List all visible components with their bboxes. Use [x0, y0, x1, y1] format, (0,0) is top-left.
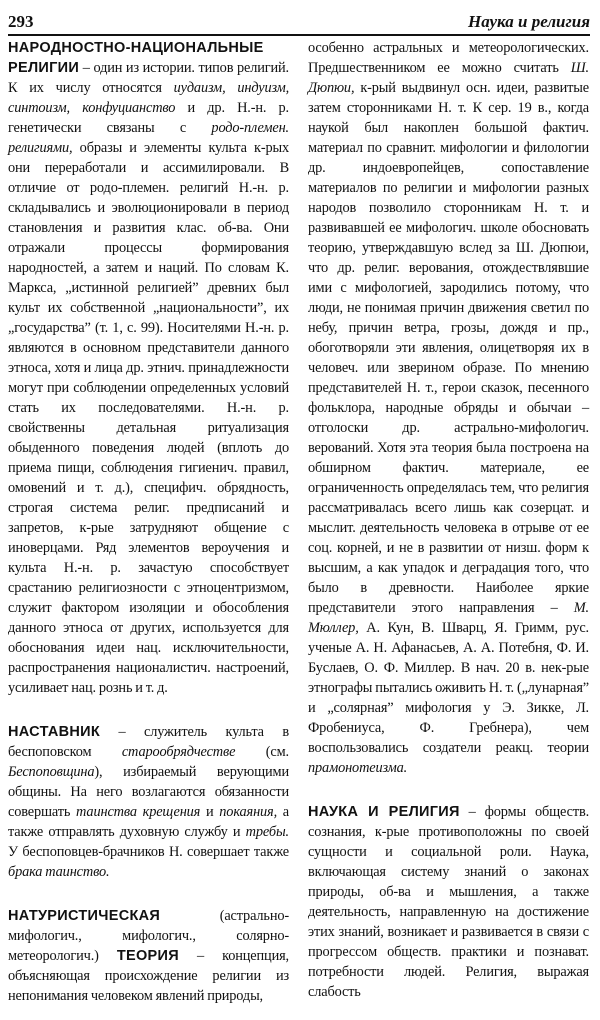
- headword: ТЕОРИЯ: [116, 948, 179, 964]
- page-header: [8, 12, 590, 36]
- entry-text: (астрально-мифологич., мифологич., солярно-метеорологич.): [8, 908, 289, 964]
- cross-reference: старообрядчестве: [121, 744, 236, 760]
- entry-text: ), избираемый верующими общины. На него возлагаются обязанности совершать: [8, 764, 289, 820]
- right-column: [308, 38, 589, 1002]
- entry-nastavnik: [8, 722, 289, 882]
- entry-text: А. Кун, В. Шварц, Я. Гримм, рус. ученые А. Н. Афанасьев, А. А. Потебня, Ф. И. Буслаев, О. Ф. Миллер. В нач. 20 в. нек-рые этнографы пытались оживить Н. т. („лунарная” и „солярная” мифология у Э. Зикке, Л. Фробениуса, Ф. Гребнера), чем воспользовались создатели реакц. теории: [308, 620, 589, 756]
- entry-text: – один из истории. типов религий. К их числу относятся: [8, 60, 289, 96]
- left-column: [8, 38, 289, 1006]
- cross-reference: Ш. Дюпюи,: [308, 60, 589, 96]
- entry-naturisticheskaya-teoriya-continued: [308, 38, 589, 778]
- entry-text: к-рый выдвинул осн. идеи, развитые затем сторонниками Н. т. К сер. 19 в., когда наукой был накоплен большой фактич. материал по сравнит. мифологии и филологии др. индоевропейцев, сопоставление материалов по религии и мифологии разных народов позволило сторонникам Н. т. и развивавшей ее мифологич. школе обосновать теорию, утверждавшую вслед за Ш. Дюпюи, что др. религ. верования, отождествлявшие ими с мифологией, зародились потому, что люди, не понимая причин движения светил по небу, причин ветра, грозы, дождя и пр., обоготворяли эти явления, олицетворяя их в человеч. или зверином образе. По мнению представителей Н. т., герои сказок, песенного фольклора, народные обряды и обычаи – отголоски др. астрально-мифологич. верований. Хотя эта теория была построена на обширном фактич. материале, ее ограниченность определялась тем, что религия рассматривалась всего лишь как созерцат. и мыслит. деятельность человека в отрыве от ее соц. корней, и не в развитии от низш. форм к высшим, а как упадок и деградация того, что было в древности. Наиболее яркие представители этого направления –: [308, 80, 589, 616]
- entry-text: образы и элементы культа к-рых они переработали и ассимилировали. В отличие от родо-племен. религий Н.-н. р. складывались и эволюционировали в период становления и развития клас. об-ва. Они отражали процессы формирования народностей, а затем и наций. По словам К. Маркса, „истинной религией” древних был культ их собственной „национальности”, их „государства” (т. 1, с. 99). Носителями Н.-н. р. являются в основном представители данного этноса, хотя и лица др. этнич. принадлежности могут при соблюдении определенных условий стать их последователями. Н.-н. р. свойственны детальная ритуализация обыденного поведения людей (вплоть до приема пищи, соблюдения гигиенич. правил, омовений и т. д.), специфич. обрядность, строгая система религ. предписаний и запретов, к-рые затрудняют общение с иноверцами. Ряд элементов вероучения и культа Н.-н. р. зачастую способствует срастанию религиозности с этноцентризмом, служит фактором изоляции и обособления данного этноса от других, используется для обоснования идеи нац. исключительности, распространения националистич. настроений, усиливает нац. рознь и т. д.: [8, 140, 289, 696]
- headword: НАУКА И РЕЛИГИЯ: [308, 804, 460, 820]
- entry-text: и др. Н.-н. р. генетически связаны с: [8, 100, 289, 136]
- headword: НАТУРИСТИЧЕСКАЯ: [8, 908, 161, 924]
- entry-text: У беспоповцев-брачников Н. совершает также: [8, 844, 289, 860]
- entry-text: и: [200, 804, 220, 820]
- entry-text: (см.: [235, 744, 289, 760]
- cross-reference: М. Мюллер,: [308, 600, 589, 636]
- entry-text: особенно астральных и метеорологических. Предшественником ее можно считать: [308, 40, 589, 76]
- cross-reference: требы.: [245, 824, 289, 840]
- cross-reference: Беспоповщина: [8, 764, 95, 780]
- entry-text: а также отправлять духовную службу и: [8, 804, 290, 840]
- cross-reference: брака таинство.: [8, 864, 110, 880]
- headword: НАРОДНОСТНО-НАЦИОНАЛЬНЫЕ РЕЛИГИИ: [8, 40, 264, 76]
- entry-text: – концепция, объясняющая происхождение религии из непонимания человеком явлений природы,: [8, 948, 289, 1004]
- cross-reference: родо-племен. религиями,: [8, 120, 289, 156]
- entry-narodnostno-nacionalnye-religii: [8, 38, 289, 698]
- entry-text: – служитель культа в беспоповском: [8, 724, 289, 760]
- entry-naturisticheskaya-teoriya: [8, 906, 289, 1006]
- running-title: Наука и религия: [468, 12, 590, 31]
- cross-reference: покаяния,: [219, 804, 278, 820]
- entry-nauka-i-religiya: [308, 802, 589, 1002]
- page-number: 293: [8, 12, 34, 31]
- entry-text: – формы обществ. сознания, к-рые противоположны по своей сущности и социальной роли. Наука, включающая систему знаний о законах природы, об-ва и мышления, а также деятельность, направленную на достижение этих знаний, возникает и развивается в связи с прогрессом обществ. практики и познават. потребности людей. Религия, выражая слабость: [308, 804, 589, 1000]
- cross-reference: иудаизм, индуизм, синтоизм, конфуцианство: [8, 80, 290, 116]
- headword: НАСТАВНИК: [8, 724, 101, 740]
- cross-reference: таинства крещения: [76, 804, 201, 820]
- cross-reference: прамонотеизма.: [308, 760, 408, 776]
